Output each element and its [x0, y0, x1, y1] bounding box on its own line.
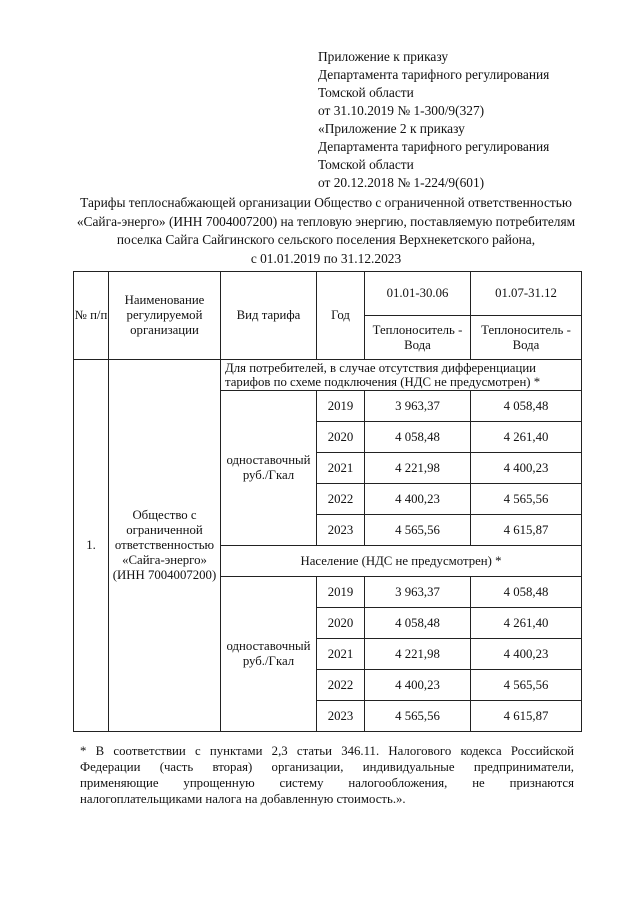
year-cell: 2023	[317, 515, 365, 546]
tariff-type-cell: одноставочный руб./Гкал	[221, 577, 317, 732]
header-carrier-2: Теплоноситель - Вода	[471, 316, 582, 360]
tariff-value-h2: 4 261,40	[471, 422, 582, 453]
title-line: Тарифы теплоснабжающей организации Общество с ограниченной ответственностью	[80, 195, 572, 210]
year-cell: 2019	[317, 391, 365, 422]
appendix-line: Департамента тарифного регулирования	[318, 139, 550, 154]
header-num: № п/п	[74, 272, 109, 360]
header-year: Год	[317, 272, 365, 360]
tariff-value-h2: 4 400,23	[471, 453, 582, 484]
category-label: Население (НДС не предусмотрен) *	[221, 546, 582, 577]
document-title	[54, 194, 598, 268]
tariff-value-h1: 4 400,23	[365, 670, 471, 701]
appendix-line: Томской области	[318, 85, 414, 100]
appendix-line: Томской области	[318, 157, 414, 172]
category-label: Для потребителей, в случае отсутствия дифференциации тарифов по схеме подключения (НДС не предусмотрен) *	[221, 360, 582, 391]
year-cell: 2023	[317, 701, 365, 732]
tariff-value-h2: 4 058,48	[471, 391, 582, 422]
tariff-table	[73, 271, 582, 732]
header-period-1: 01.01-30.06	[365, 272, 471, 316]
appendix-line: «Приложение 2 к приказу	[318, 121, 465, 136]
tariff-value-h1: 3 963,37	[365, 577, 471, 608]
tariff-value-h2: 4 565,56	[471, 484, 582, 515]
appendix-header	[318, 48, 549, 192]
year-cell: 2020	[317, 422, 365, 453]
tariff-value-h2: 4 261,40	[471, 608, 582, 639]
tariff-value-h1: 4 058,48	[365, 422, 471, 453]
tariff-value-h2: 4 565,56	[471, 670, 582, 701]
title-line: поселка Сайга Сайгинского сельского поселения Верхнекетского района,	[116, 232, 536, 247]
row-number: 1.	[74, 360, 109, 732]
tariff-type-cell: одноставочный руб./Гкал	[221, 391, 317, 546]
header-period-2: 01.07-31.12	[471, 272, 582, 316]
header-carrier-1: Теплоноситель - Вода	[365, 316, 471, 360]
header-tariff-type: Вид тарифа	[221, 272, 317, 360]
footnote: * В соответствии с пунктами 2,3 статьи 346.11. Налогового кодекса Российской Федерации (часть вторая) организации, индивидуальные предприниматели, применяющие упрощенную систему налогообложения, не признаются налогоплательщиками налога на добавленную стоимость.».	[80, 744, 574, 806]
year-cell: 2022	[317, 484, 365, 515]
tariff-value-h1: 4 565,56	[365, 701, 471, 732]
year-cell: 2022	[317, 670, 365, 701]
tariff-value-h2: 4 615,87	[471, 701, 582, 732]
title-line: «Сайга-энерго» (ИНН 7004007200) на тепловую энергию, поставляемую потребителям	[76, 213, 576, 229]
year-cell: 2020	[317, 608, 365, 639]
tariff-value-h1: 3 963,37	[365, 391, 471, 422]
year-cell: 2019	[317, 577, 365, 608]
appendix-line: от 31.10.2019 № 1-300/9(327)	[318, 103, 485, 118]
tariff-value-h1: 4 221,98	[365, 453, 471, 484]
tariff-value-h1: 4 400,23	[365, 484, 471, 515]
appendix-line: Приложение к приказу	[318, 49, 449, 64]
tariff-value-h2: 4 058,48	[471, 577, 582, 608]
appendix-line: от 20.12.2018 № 1-224/9(601)	[318, 175, 485, 190]
tariff-value-h1: 4 565,56	[365, 515, 471, 546]
tariff-value-h2: 4 615,87	[471, 515, 582, 546]
tariff-value-h1: 4 058,48	[365, 608, 471, 639]
year-cell: 2021	[317, 453, 365, 484]
tariff-value-h2: 4 400,23	[471, 639, 582, 670]
appendix-line: Департамента тарифного регулирования	[318, 67, 550, 82]
header-organization: Наименование регулируемой организации	[109, 272, 221, 360]
title-line: с 01.01.2019 по 31.12.2023	[250, 250, 402, 266]
organization-name: Общество с ограниченной ответственностью «Сайга-энерго» (ИНН 7004007200)	[109, 360, 221, 732]
tariff-value-h1: 4 221,98	[365, 639, 471, 670]
year-cell: 2021	[317, 639, 365, 670]
